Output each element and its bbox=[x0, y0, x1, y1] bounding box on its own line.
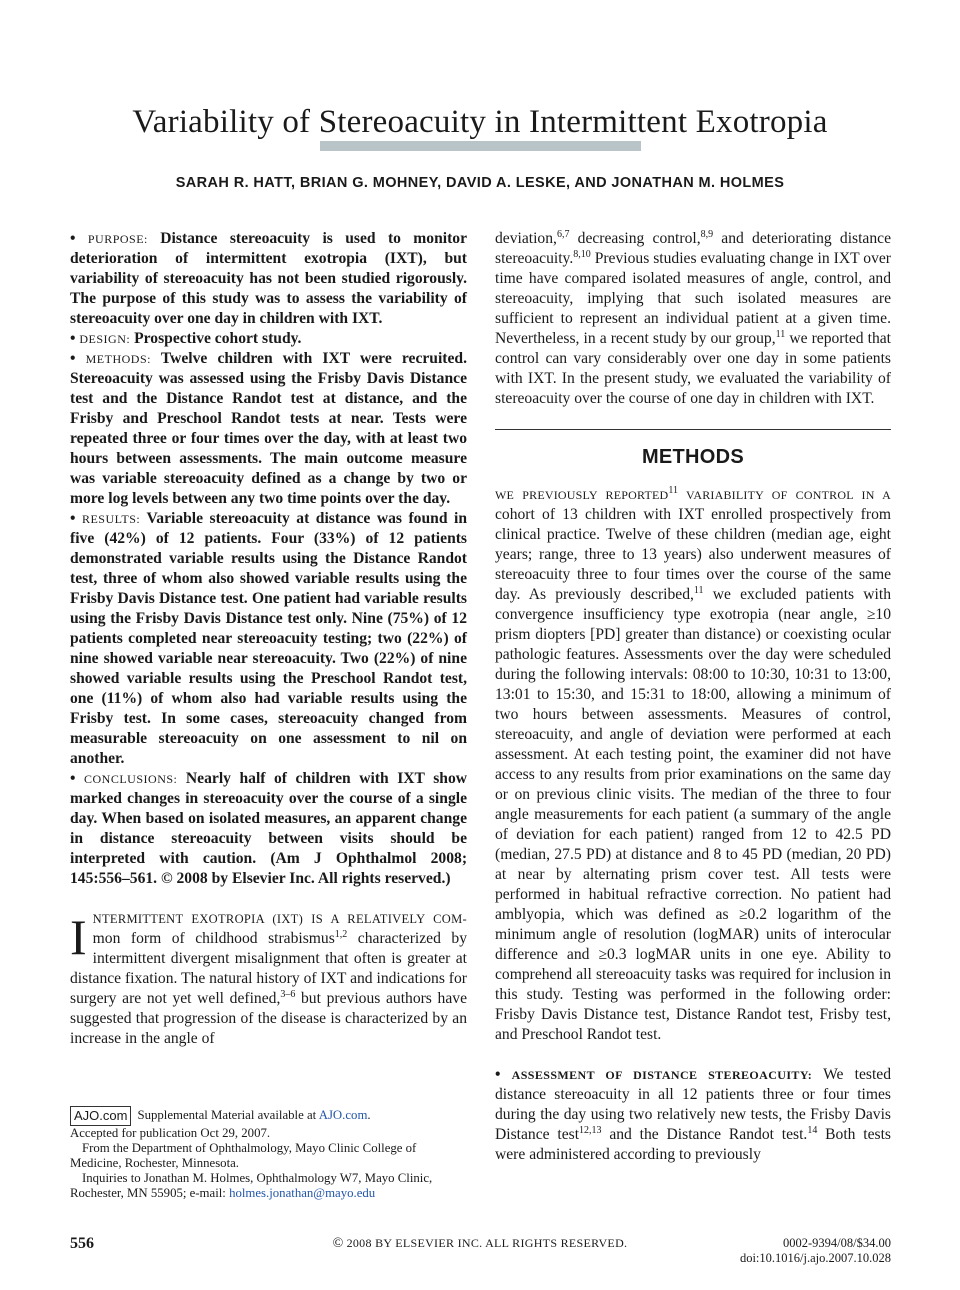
methods-smallcaps: VARIABILITY OF CONTROL IN A bbox=[678, 488, 891, 502]
abstract-purpose bbox=[70, 229, 467, 329]
reference-link[interactable]: 11 bbox=[693, 584, 704, 596]
supplemental-end: . bbox=[367, 1107, 371, 1122]
purpose-label: PURPOSE: bbox=[87, 232, 148, 246]
body-text: cohort of 13 children with IXT enrolled prospectively from clinical practice. Twelve of these children (median age, eight years; range, three to 13 years) also underwent measures of stereoacuity three to four times over the course of the same day. As previously described, bbox=[495, 506, 891, 603]
ajo-link[interactable]: AJO.com bbox=[318, 1107, 368, 1122]
conclusions-label: CONCLUSIONS: bbox=[84, 772, 178, 786]
reference-link[interactable]: 8,9 bbox=[700, 228, 714, 240]
introduction bbox=[70, 909, 467, 1049]
citation: (Am J Ophthalmol 2008; 145:556–561. © 2008 by Elsevier Inc. All rights reserved.) bbox=[70, 850, 468, 887]
conclusions-text: Nearly half of children with IXT show marked changes in stereoacuity over the course of a single day. When based on isolated measures, an apparent change in distance stereoacuity between visits should be interpreted with caution. bbox=[70, 770, 468, 867]
affiliation-note: From the Department of Ophthalmology, Mayo Clinic College of Medicine, Rochester, Minnesota. bbox=[70, 1141, 417, 1170]
accepted-note: Accepted for publication Oct 29, 2007. bbox=[70, 1126, 271, 1140]
reference-link[interactable]: 1,2 bbox=[334, 928, 348, 940]
section-divider bbox=[495, 429, 891, 430]
body-text: decreasing control, bbox=[569, 230, 701, 247]
design-label: DESIGN: bbox=[79, 332, 131, 346]
abstract-design bbox=[70, 329, 467, 349]
bullet-icon: • bbox=[70, 230, 76, 247]
methods-label: METHODS: bbox=[85, 352, 151, 366]
ajo-logo: AJO.com bbox=[70, 1106, 131, 1126]
email-link[interactable]: holmes.jonathan@mayo.edu bbox=[229, 1186, 376, 1200]
reference-link[interactable]: 12,13 bbox=[579, 1124, 602, 1136]
supplemental-text: Supplemental Material available at bbox=[137, 1107, 319, 1122]
body-text: Previous studies evaluating change in IXT over time have compared isolated measures of angle, control, and stereoacuity, implying that such isolated measures are sufficient to represent an individual patient at a given time. Nevertheless, in a recent study by our group, bbox=[495, 250, 891, 347]
intro-smallcaps: NTERMITTENT EXOTROPIA (IXT) IS A RELATIVELY COM- bbox=[92, 912, 467, 926]
body-text: and the Distance Randot test. bbox=[601, 1126, 808, 1143]
copyright-text: 2008 BY ELSEVIER INC. ALL RIGHTS RESERVED. bbox=[343, 1236, 628, 1250]
abstract-methods bbox=[70, 349, 467, 509]
bullet-icon: • bbox=[70, 330, 76, 347]
bullet-icon: • bbox=[70, 510, 76, 527]
issn: 0002-9394/08/$34.00 bbox=[783, 1236, 891, 1250]
drop-cap: I bbox=[70, 909, 87, 965]
reference-link[interactable]: 6,7 bbox=[556, 228, 570, 240]
results-text: Variable stereoacuity at distance was found in five (42%) of 12 patients. Four (33%) of 12 patients demonstrated variable results using the Distance Randot test, three of whom also showed variable results using the Frisby Davis Distance test. One patient had variable results using the Frisby Davis Distance test only. Nine (75%) of 12 patients completed near stereoacuity testing; two (22%) of nine showed variable near stereoacuity. Two (22%) of nine showed variable results using the Preschool Randot test, one (11%) of whom also had variable results using the Frisby test. In some cases, stereoacuity changed from measurable stereoacuity on one assessment to nil on another. bbox=[70, 510, 467, 767]
intro-text: mon form of childhood strabismus bbox=[92, 930, 335, 947]
bullet-icon: • bbox=[495, 1066, 501, 1083]
methods-text: Twelve children with IXT were recruited. Stereoacuity was assessed using the Frisby Davis Distance test and the Distance Randot test at distance, and the Frisby and Preschool Randot tests at near. Tests were repeated three or four times over the day, with at least two hours between assessments. The main outcome measure was variable stereoacuity defined as a change by two or more log levels between any two time points over the day. bbox=[70, 350, 467, 507]
supplemental-note bbox=[70, 1106, 467, 1126]
intro-paragraph bbox=[70, 909, 467, 1049]
purpose-text: Distance stereoacuity is used to monitor deterioration of intermittent exotropia (IXT), but variability of stereoacuity has not been studied rigorously. The purpose of this study was to assess the variability of stereoacuity over one day in children with IXT. bbox=[70, 230, 468, 327]
reference-link[interactable]: 11 bbox=[668, 484, 679, 496]
body-text: We tested distance stereoacuity in all 12 patients three or four times during the day using two relatively new tests, the Frisby Davis Distance test bbox=[495, 1066, 891, 1143]
footer-identifiers bbox=[740, 1236, 891, 1266]
body-text: we excluded patients with convergence insufficiency type exotropia (near angle, ≥10 prism diopters [PD] greater than distance) or coexisting ocular pathologic features. Assessments over the day were scheduled during the following intervals: 08:00 to 10:30, 10:31 to 13:00, 13:01 to 15:30, and 15:31 to 18:00, allowing a minimum of two hours between assessments. Measures of control, stereoacuity, and angle of deviation were performed at each assessment. At each testing point, the examiner did not have access to any results from prior examinations on the same day or on previous clinic visits. The median of the three to four angle measurements for each patient (a summary of the angle of deviation for each patient) ranged from 12 to 42.5 PD (median, 27.5 PD) at distance and 8 to 45 PD (median, 20 PD) at near by alternating prism cover test. All tests were performed in habitual refractive correction. No patient had amblyopia, which was defined as ≥0.2 logarithm of the minimum angle of resolution (logMAR) units of interocular difference and ≥0.3 logMAR units in one eye. Ability to comprehend all stereoacuity tasks was required for inclusion in this study. Testing was performed in the following order: Frisby Davis Distance test, Distance Randot test, Frisby test, and Preschool Randot test. bbox=[495, 586, 891, 1043]
inquiries-text: Inquiries to Jonathan M. Holmes, Ophthalmology W7, Mayo Clinic, Rochester, MN 55905; e-mail: bbox=[70, 1171, 433, 1200]
body-text: Both tests were administered according to previously bbox=[495, 1126, 892, 1163]
reference-link[interactable]: 11 bbox=[775, 328, 786, 340]
body-text: we reported that control can vary considerably over one day in some patients with IXT. In the present study, we evaluated the variability of stereoacuity over the course of one day in children with IXT. bbox=[495, 330, 891, 407]
assessment-paragraph bbox=[495, 1065, 891, 1165]
reference-link[interactable]: 14 bbox=[807, 1124, 818, 1136]
inquiries-note bbox=[70, 1171, 467, 1201]
page-number: 556 bbox=[70, 1235, 94, 1252]
copyright-symbol: © bbox=[332, 1236, 344, 1251]
bullet-icon: • bbox=[70, 350, 76, 367]
abstract-conclusions bbox=[70, 769, 467, 889]
methods-heading: METHODS bbox=[641, 446, 745, 468]
title-decorative-bar bbox=[320, 141, 641, 151]
methods-smallcaps: WE PREVIOUSLY REPORTED bbox=[495, 488, 669, 502]
assessment-label: ASSESSMENT OF DISTANCE STEREOACUITY: bbox=[511, 1068, 813, 1082]
doi: doi:10.1016/j.ajo.2007.10.028 bbox=[739, 1251, 891, 1265]
author-list: SARAH R. HATT, BRIAN G. MOHNEY, DAVID A. LESKE, AND JONATHAN M. HOLMES bbox=[175, 175, 785, 191]
intro-text: characterized by intermittent divergent misalignment that often is greater at distance fixation. The natural history of IXT and indications for surgery are not yet well defined, bbox=[70, 930, 467, 1007]
body-text: and deteriorating distance stereoacuity. bbox=[495, 230, 891, 267]
bullet-icon: • bbox=[70, 770, 76, 787]
abstract-results bbox=[70, 509, 467, 769]
footnotes bbox=[70, 1106, 467, 1201]
design-text: Prospective cohort study. bbox=[134, 330, 302, 347]
intro-text: but previous authors have suggested that progression of the disease is characterized by an increase in the angle of bbox=[70, 990, 467, 1047]
left-column bbox=[70, 229, 467, 1049]
intro-continued bbox=[495, 229, 891, 409]
right-column bbox=[495, 229, 891, 1165]
reference-link[interactable]: 3–6 bbox=[280, 988, 296, 1000]
abstract bbox=[70, 229, 467, 889]
methods-paragraph bbox=[495, 485, 891, 1045]
results-label: RESULTS: bbox=[81, 512, 141, 526]
body-text: deviation, bbox=[495, 230, 557, 247]
reference-link[interactable]: 8,10 bbox=[573, 248, 591, 260]
article-title: Variability of Stereoacuity in Intermittent Exotropia bbox=[132, 104, 828, 141]
